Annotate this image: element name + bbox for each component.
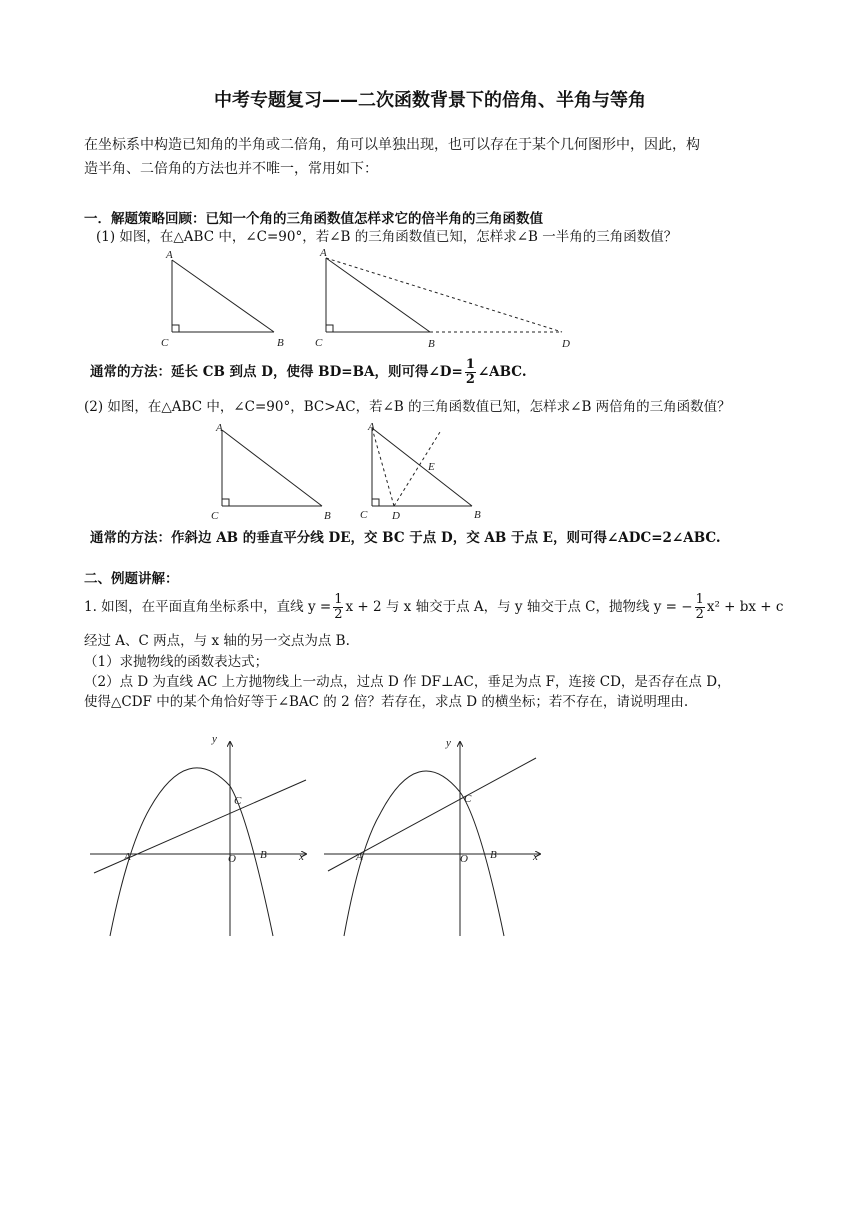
- example-line-3: （1）求抛物线的函数表达式；: [84, 654, 269, 670]
- method-1-text: 通常的方法：延长 CB 到点 D，使得 BD=BA，则可得∠D=: [90, 364, 463, 380]
- label-b: B: [277, 337, 284, 349]
- example-line-2: 经过 A、C 两点，与 x 轴的另一交点为点 B.: [84, 633, 350, 649]
- figure-half-angle-left: [160, 250, 290, 350]
- label-d: D: [392, 510, 400, 522]
- fraction-2-numerator: 1: [695, 592, 704, 607]
- label-y: y: [446, 737, 451, 749]
- section1-heading: 一．解题策略回顾：已知一个角的三角函数值怎样求它的倍半角的三角函数值: [84, 211, 543, 227]
- question-1: (1) 如图，在△ABC 中，∠C=90°，若∠B 的三角函数值已知，怎样求∠B 一半角的三角函数值？: [96, 229, 678, 245]
- label-a: A: [368, 421, 375, 433]
- page-title: 中考专题复习——二次函数背景下的倍角、半角与等角: [214, 90, 646, 111]
- fraction-1: [333, 593, 343, 622]
- label-b: B: [260, 849, 267, 861]
- label-b: B: [490, 849, 497, 861]
- label-c: C: [234, 795, 242, 807]
- example-line-1: [84, 588, 783, 626]
- example-text-b: x + 2 与 x 轴交于点 A，与 y 轴交于点 C，抛物线 y = −: [345, 599, 693, 615]
- label-x: x: [533, 851, 538, 863]
- figure-double-angle-left: [210, 420, 340, 520]
- fraction-2: [695, 593, 705, 622]
- figure-half-angle-right: [312, 248, 582, 352]
- label-b: B: [324, 510, 331, 522]
- fraction-1-denominator: 2: [334, 607, 343, 622]
- method-2: 通常的方法：作斜边 AB 的垂直平分线 DE，交 BC 于点 D，交 AB 于点 E，则可得∠ADC=2∠ABC.: [90, 530, 721, 546]
- label-c: C: [211, 510, 219, 522]
- label-c: C: [161, 337, 169, 349]
- fraction-denominator: 2: [465, 372, 475, 387]
- fraction-2-denominator: 2: [695, 607, 704, 622]
- example-line-5: 使得△CDF 中的某个角恰好等于∠BAC 的 2 倍？若存在，求点 D 的横坐标；若不存在，请说明理由.: [84, 694, 689, 710]
- label-y: y: [212, 733, 217, 745]
- fraction-half: [465, 358, 476, 387]
- label-b: B: [474, 509, 481, 521]
- label-a: A: [216, 422, 223, 434]
- method-1-tail: ∠ABC.: [477, 364, 527, 380]
- example-text-c: x² + bx + c: [706, 599, 784, 615]
- label-b: B: [428, 338, 435, 350]
- label-e: E: [428, 461, 435, 473]
- label-o: O: [460, 853, 468, 865]
- label-a: A: [166, 249, 173, 261]
- label-d: D: [562, 338, 570, 350]
- figure-double-angle-right: [360, 418, 500, 522]
- intro-line-1: 在坐标系中构造已知角的半角或二倍角，角可以单独出现，也可以存在于某个几何图形中，因此，构: [84, 137, 700, 153]
- section2-heading: 二、例题讲解：: [84, 571, 179, 587]
- label-a: A: [356, 851, 363, 863]
- fraction-numerator: 1: [465, 357, 475, 372]
- label-o: O: [228, 853, 236, 865]
- question-2: (2) 如图，在△ABC 中，∠C=90°，BC>AC，若∠B 的三角函数值已知，怎样求∠B 两倍角的三角函数值？: [84, 399, 731, 415]
- label-c: C: [464, 793, 472, 805]
- method-1: [90, 354, 527, 390]
- graph-left: [88, 733, 314, 940]
- example-line-4: （2）点 D 为直线 AC 上方抛物线上一动点，过点 D 作 DF⊥AC，垂足为点 F，连接 CD，是否存在点 D，: [84, 674, 731, 690]
- label-a: A: [124, 851, 131, 863]
- graph-right: [322, 736, 548, 940]
- label-c: C: [360, 509, 368, 521]
- label-a: A: [320, 247, 327, 259]
- label-c: C: [315, 337, 323, 349]
- intro-line-2: 造半角、二倍角的方法也并不唯一，常用如下：: [84, 161, 378, 177]
- label-x: x: [299, 851, 304, 863]
- example-text-a: 1. 如图，在平面直角坐标系中，直线 y =: [84, 599, 332, 615]
- fraction-1-numerator: 1: [334, 592, 343, 607]
